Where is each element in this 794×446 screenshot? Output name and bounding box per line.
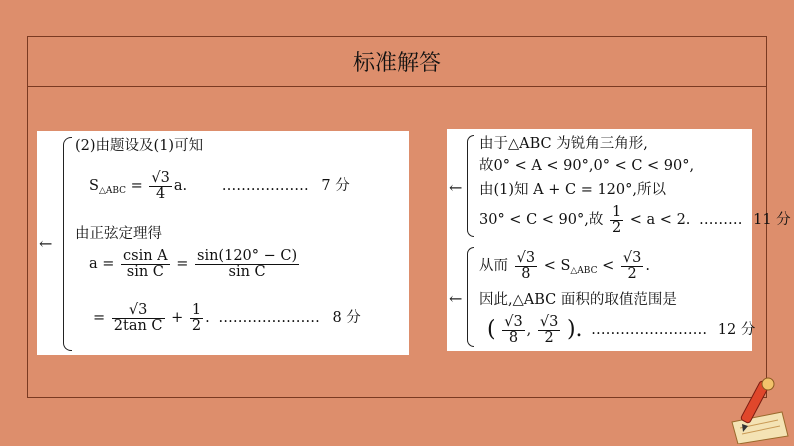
brace-icon: [467, 247, 474, 347]
fraction: $\frac{√3}{8}$: [504, 314, 523, 346]
fraction: $\frac{√3}{2}$: [622, 250, 642, 282]
score-8: 8 分: [332, 310, 361, 326]
fraction: $\frac{1}{2}$: [611, 204, 622, 236]
right-line-5: 从而 $\frac{√3}{8}$ < $S_{\triangle ABC}$ < $\frac{√3}{2}$ .: [479, 250, 650, 282]
solution-line-1: (2)由题设及(1)可知: [75, 138, 204, 154]
fraction: $\frac{√3}{2}$: [539, 314, 559, 346]
right-line-6: 因此,△ABC 面积的取值范围是: [479, 292, 677, 308]
fraction: $\frac{\sin(120^\circ - C)}{\text{sin C}}$: [197, 248, 298, 280]
equals-sign: =: [130, 178, 143, 194]
right-line-7: ( $\frac{√3}{8}$ , $\frac{√3}{2}$ ). …………………… 12 分: [487, 314, 756, 346]
area-subscript: △ABC: [98, 186, 127, 196]
right-line-2: 故0° < A < 90°,0° < C < 90°,: [479, 158, 695, 174]
solution-line-2: $S_{\triangle ABC}$ = $\frac{√3}{4}$ a. ……………… 7 分: [89, 170, 350, 202]
dot-leader: ………: [699, 212, 743, 228]
brace-icon: [467, 135, 474, 237]
solution-line-4: a = $\frac{\text{csin A}}{\text{sin C}}$ = $\frac{\sin(120^\circ - C)}{\text{sin C}}$: [89, 248, 298, 280]
right-line-4: 30° < C < 90°,故 $\frac{1}{2}$ < a < 2. ……… 11 分: [479, 204, 791, 236]
fraction: $\frac{√3}{4}$: [151, 170, 170, 202]
fraction: $\frac{√3}{\text{2tan C}}$: [113, 302, 163, 334]
fraction: $\frac{1}{2}$: [191, 302, 202, 334]
solution-line-5: = $\frac{√3}{\text{2tan C}}$ + $\frac{1}{2}$ . ………………… 8 分: [93, 302, 361, 334]
right-line-3: 由(1)知 A + C = 120°,所以: [479, 182, 666, 198]
right-line-1: 由于△ABC 为锐角三角形,: [479, 136, 648, 152]
right-solution-panel: [447, 129, 791, 351]
score-12: 12 分: [717, 322, 756, 338]
pen-decoration-icon: [712, 374, 790, 444]
dot-leader: ……………………: [591, 322, 708, 338]
fraction: $\frac{\text{csin A}}{\text{sin C}}$: [123, 248, 168, 280]
fraction: $\frac{√3}{8}$: [516, 250, 536, 282]
left-arrow-icon: ←: [449, 289, 463, 308]
left-solution-panel: [37, 131, 409, 355]
dot-leader: ………………: [221, 178, 309, 194]
score-11: 11 分: [753, 212, 791, 228]
dot-leader: …………………: [218, 310, 320, 326]
left-arrow-icon: ←: [39, 234, 53, 253]
left-arrow-icon: ←: [449, 178, 463, 197]
brace-icon: [63, 137, 72, 351]
score-7: 7 分: [321, 178, 350, 194]
area-symbol: S: [89, 178, 99, 194]
page-title: 标准解答: [28, 37, 766, 87]
solution-line-3: 由正弦定理得: [75, 226, 162, 242]
